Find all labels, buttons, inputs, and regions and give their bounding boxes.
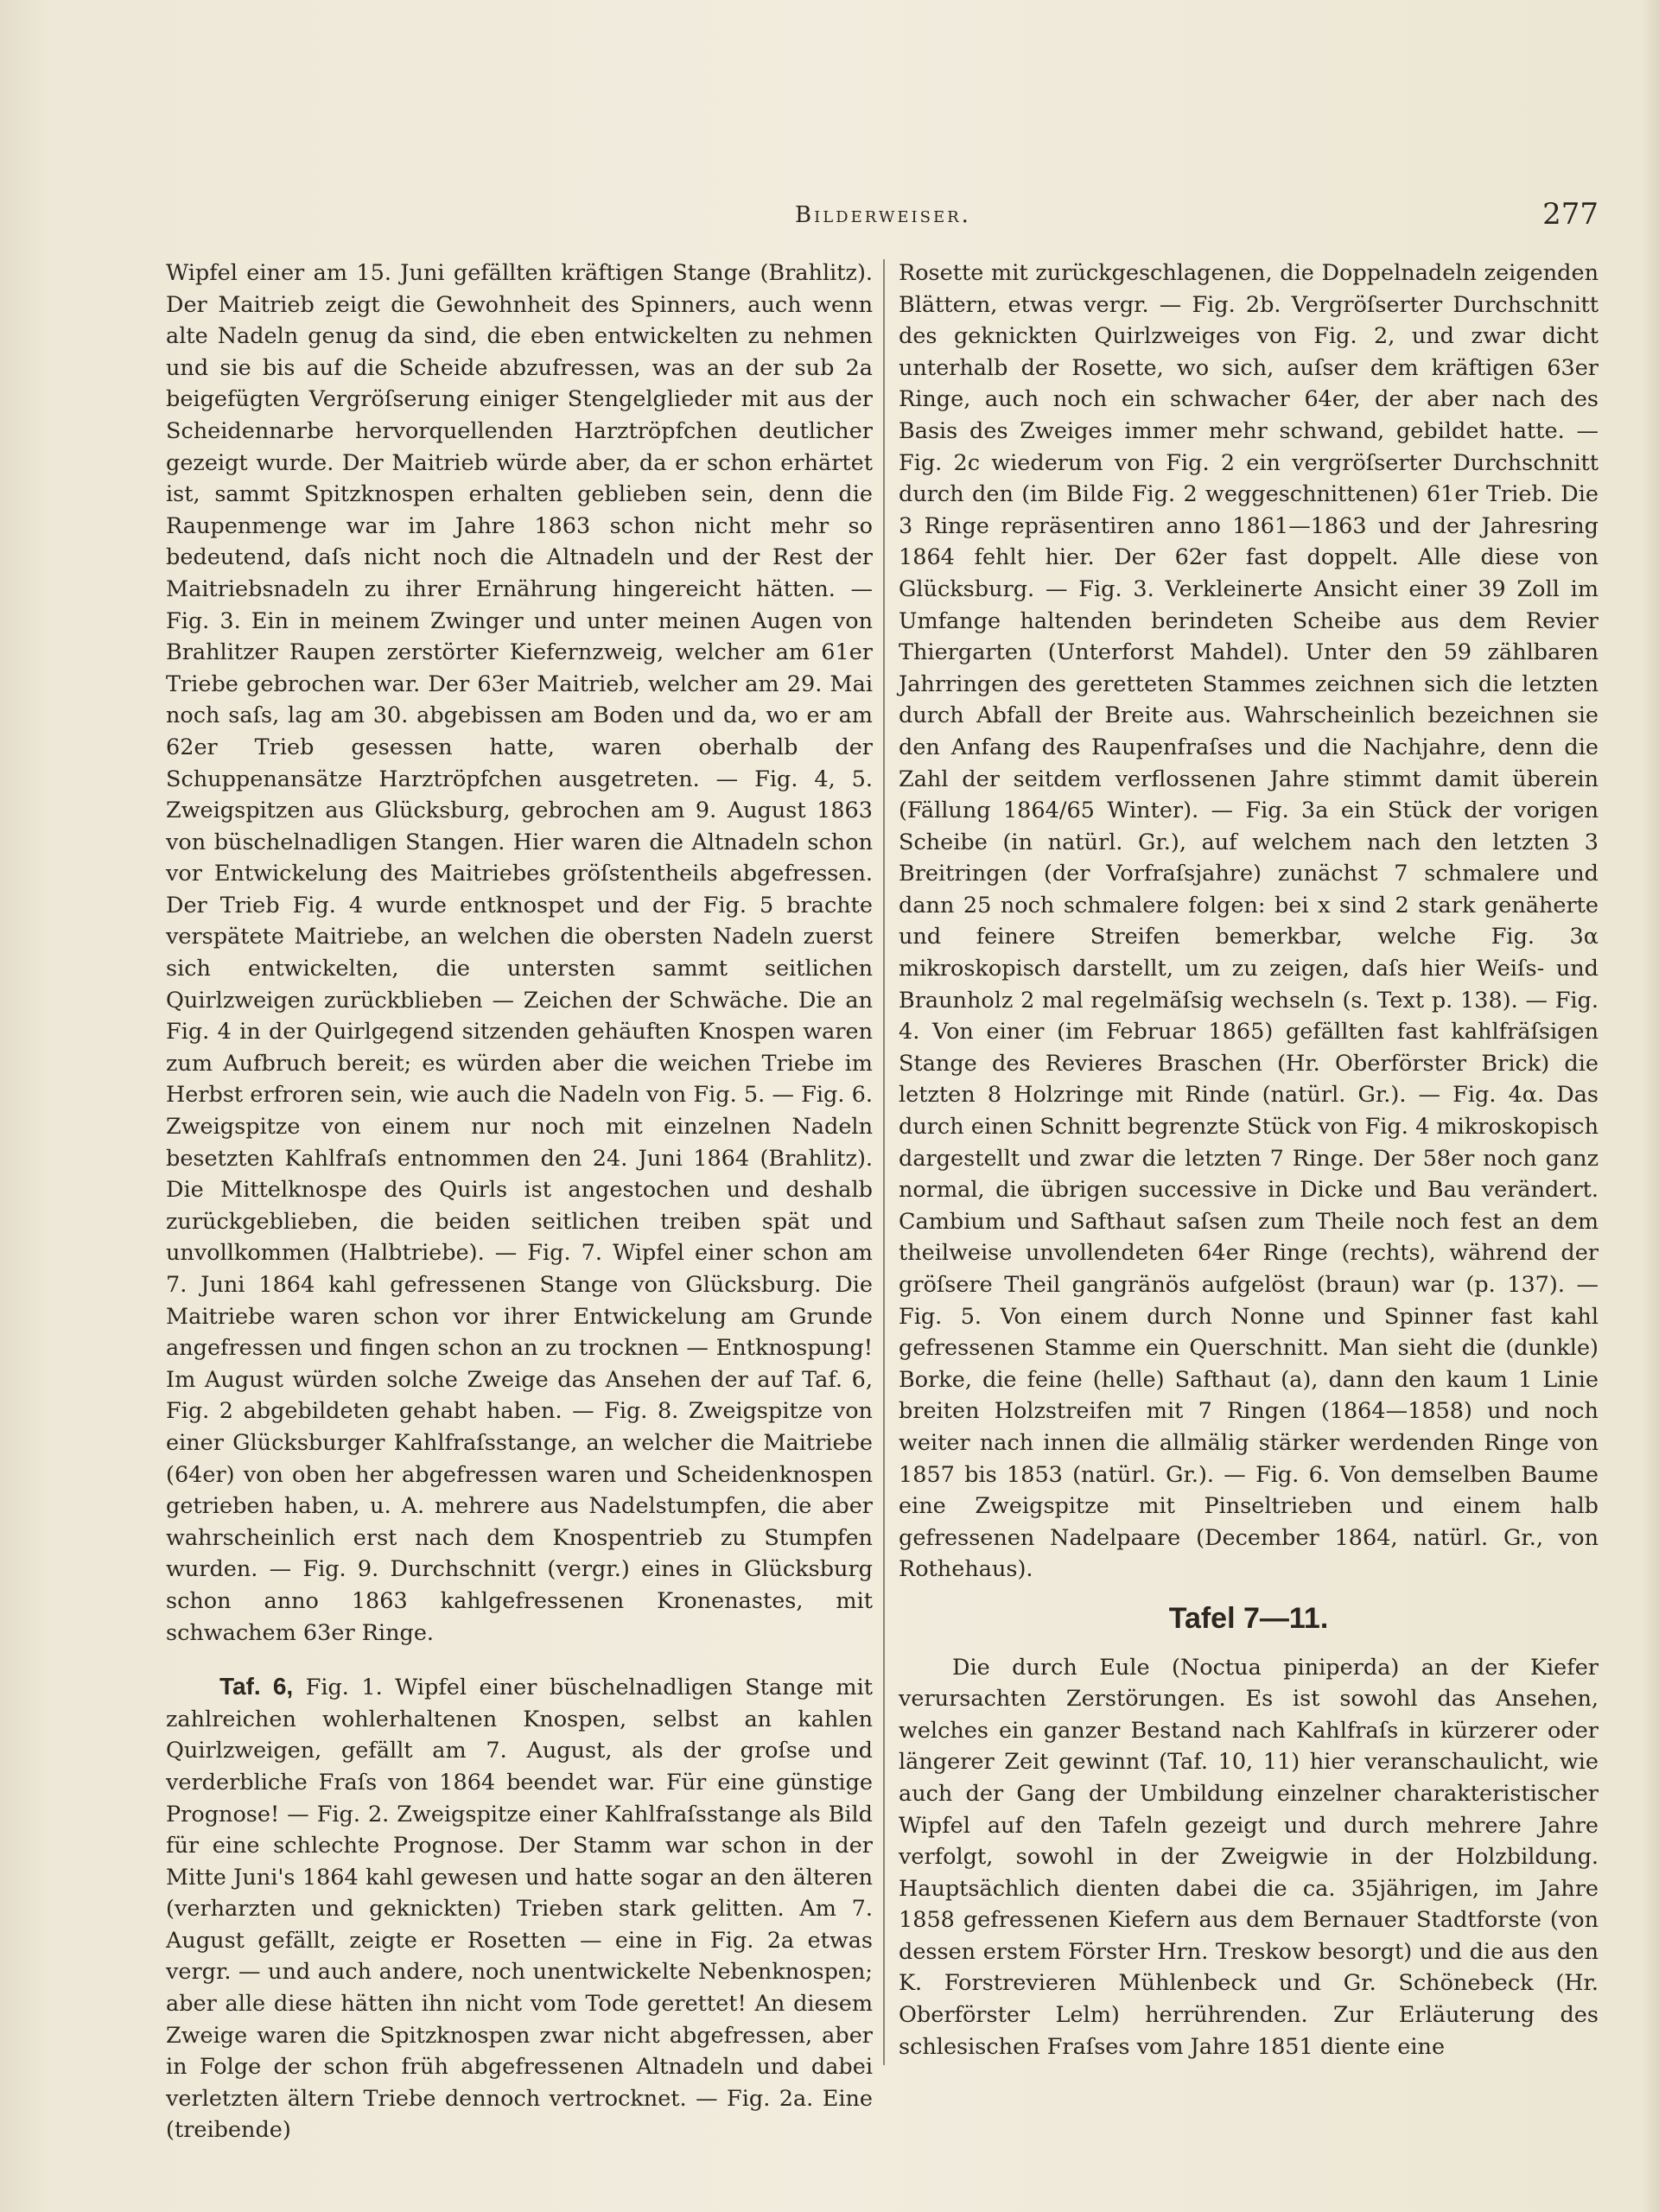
paragraph-gap — [166, 1649, 873, 1671]
section-heading: Tafel 7—11. — [1168, 1601, 1329, 1635]
left-paragraph-2 — [166, 1671, 873, 2146]
taf6-label: Taf. 6, — [219, 1673, 294, 1700]
page-number: 277 — [1542, 197, 1599, 232]
right-paragraph-2: Die durch Eule (Noctua piniperda) an der Kiefer verursachten Zerstörungen. Es ist sowohl das Ansehen, welches ein ganzer Bestand nach Kahlfraſs in kürzerer oder längerer Zeit gewinnt (Taf. 10, 11) hier veranschaulicht, wie auch der Gang der Umbildung einzelner charakteristischer Wipfel auf den Tafeln gezeigt und durch mehrere Jahre verfolgt, sowohl in der Zweigwie in der Holzbildung. Hauptsächlich dienten dabei die ca. 35jährigen, im Jahre 1858 gefressenen Kiefern aus dem Bernauer Stadtforste (von dessen erstem Förster Hrn. Treskow besorgt) und die aus den K. Forstrevieren Mühlenbeck und Gr. Schönebeck (Hr. Oberförster Lelm) herrührenden. Zur Erläuterung des schlesischen Fraſses vom Jahre 1851 diente eine — [899, 1654, 1599, 2060]
right-paragraph-1: Rosette mit zurückgeschlagenen, die Doppelnadeln zeigenden Blättern, etwas vergr. — Fig. 2b. Vergröſserter Durchschnitt des geknickten Quirlzweiges von Fig. 2, und zwar dicht unterhalb der Rosette, wo sich, auſser dem kräftigen 63er Ringe, auch noch ein schwacher 64er, der aber nach des Basis des Zweiges immer mehr schwand, gebildet hatte. — Fig. 2c wiederum von Fig. 2 ein vergröſserter Durchschnitt durch den (im Bilde Fig. 2 weggeschnittenen) 61er Trieb. Die 3 Ringe repräsentiren anno 1861—1863 und der Jahresring 1864 fehlt hier. Der 62er fast doppelt. Alle diese von Glücksburg. — Fig. 3. Verkleinerte Ansicht einer 39 Zoll im Umfange haltenden berindeten Scheibe aus dem Revier Thiergarten (Unterforst Mahdel). Unter den 59 zählbaren Jahrringen des geretteten Stammes zeichnen sich die letzten durch Abfall der Breite aus. Wahrscheinlich bezeichnen sie den Anfang des Raupenfraſses und die Nachjahre, denn die Zahl der seitdem verflossenen Jahre stimmt damit überein (Fällung 1864/65 Winter). — Fig. 3a ein Stück der vorigen Scheibe (in natürl. Gr.), auf welchem nach den letzten 3 Breitringen (der Vorfraſsjahre) zunächst 7 schmalere und dann 25 noch schmalere folgen: bei x sind 2 stark genäherte und feinere Streifen bemerkbar, welche Fig. 3α mikroskopisch darstellt, um zu zeigen, daſs hier Weiſs- und Braunholz 2 mal regelmäſsig wechseln (s. Text p. 138). — Fig. 4. Von einer (im Februar 1865) gefällten fast kahlfräſsigen Stange des Revieres Braschen (Hr. Oberförster Brick) die letzten 8 Holzringe mit Rinde (natürl. Gr.). — Fig. 4α. Das durch einen Schnitt begrenzte Stück von Fig. 4 mikroskopisch dargestellt und zwar die letzten 7 Ringe. Der 58er noch ganz normal, die übrigen successive in Dicke und Bau verändert. Cambium und Safthaut saſsen zum Theile noch fest an dem theilweise unvollendeten 64er Ringe (rechts), während der gröſsere Theil gangränös aufgelöst (braun) war (p. 137). — Fig. 5. Von einem durch Nonne und Spinner fast kahl gefressenen Stamme ein Querschnitt. Man sieht die (dunkle) Borke, die feine (helle) Safthaut (a), dann den kaum 1 Linie breiten Holzstreifen mit 7 Ringen (1864—1858) und noch weiter nach innen die allmälig stärker werdenden Ringe von 1857 bis 1853 (natürl. Gr.). — Fig. 6. Von demselben Baume eine Zweigspitze mit Pinseltrieben und einem halb gefressenen Nadelpaare (December 1864, natürl. Gr., von Rothehaus). — [899, 260, 1599, 1583]
left-paragraph-1: Wipfel einer am 15. Juni gefällten kräftigen Stange (Brahlitz). Der Maitrieb zeigt die Gewohnheit des Spinners, auch wenn alte Nadeln genug da sind, die eben entwickelten zu nehmen und sie bis auf die Scheide abzufressen, was an der sub 2a beigefügten Vergröſserung einiger Stengelglieder mit aus der Scheidennarbe hervorquellenden Harztröpfchen deutlicher gezeigt wurde. Der Maitrieb würde aber, da er schon erhärtet ist, sammt Spitzknospen erhalten geblieben sein, denn die Raupenmenge war im Jahre 1863 schon nicht mehr so bedeutend, daſs nicht noch die Altnadeln und der Rest der Maitriebsnadeln zu ihrer Ernährung hingereicht hätten. — Fig. 3. Ein in meinem Zwinger und unter meinen Augen von Brahlitzer Raupen zerstörter Kiefernzweig, welcher am 61er Triebe gebrochen war. Der 63er Maitrieb, welcher am 29. Mai noch saſs, lag am 30. abgebissen am Boden und da, wo er am 62er Trieb gesessen hatte, waren oberhalb der Schuppenansätze Harztröpfchen ausgetreten. — Fig. 4, 5. Zweigspitzen aus Glücksburg, gebrochen am 9. August 1863 von büschelnadligen Stangen. Hier waren die Altnadeln schon vor Entwickelung des Maitriebes gröſstentheils abgefressen. Der Trieb Fig. 4 wurde entknospet und der Fig. 5 brachte verspätete Maitriebe, an welchen die obersten Nadeln zuerst sich entwickelten, die untersten sammt seitlichen Quirlzweigen zurückblieben — Zeichen der Schwäche. Die an Fig. 4 in der Quirlgegend sitzenden gehäuften Knospen waren zum Aufbruch bereit; es würden aber die weichen Triebe im Herbst erfroren sein, wie auch die Nadeln von Fig. 5. — Fig. 6. Zweigspitze von einem nur noch mit einzelnen Nadeln besetzten Kahlfraſs entnommen den 24. Juni 1864 (Brahlitz). Die Mittelknospe des Quirls ist angestochen und deshalb zurückgeblieben, die beiden seitlichen treiben spät und unvollkommen (Halbtriebe). — Fig. 7. Wipfel einer schon am 7. Juni 1864 kahl gefressenen Stange von Glücksburg. Die Maitriebe waren schon vor ihrer Entwickelung am Grunde angefressen und fingen schon an zu trocknen — Entknospung! Im August würden solche Zweige das Ansehen der auf Taf. 6, Fig. 2 abgebildeten gehabt haben. — Fig. 8. Zweigspitze von einer Glücksburger Kahlfraſsstange, an welcher die Maitriebe (64er) von oben her abgefressen waren und Scheidenknospen getrieben haben, u. A. mehrere aus Nadelstumpfen, die aber wahrscheinlich erst nach dem Knospentrieb zu Stumpfen wurden. — Fig. 9. Durchschnitt (vergr.) eines in Glücksburg schon anno 1863 kahlgefressenen Kronenastes, mit schwachem 63er Ringe. — [166, 260, 873, 1646]
right-column — [899, 257, 1599, 2063]
running-title: Bilderweiser. — [795, 202, 971, 228]
taf6-text: Fig. 1. Wipfel einer büschelnadligen Stange mit zahlreichen wohlerhaltenen Knospen, selbst an kahlen Quirlzweigen, gefällt am 7. August, als der groſse und verderbliche Fraſs von 1864 beendet war. Für eine günstige Prognose! — Fig. 2. Zweigspitze einer Kahlfraſsstange als Bild für eine schlechte Prognose. Der Stamm war schon in der Mitte Juni's 1864 kahl gewesen und hatte sogar an den älteren (verharzten und geknickten) Trieben stark gelitten. Am 7. August gefällt, zeigte er Rosetten — eine in Fig. 2a etwas vergr. — und auch andere, noch unentwickelte Nebenknospen; aber alle diese hätten ihn nicht vom Tode gerettet! An diesem Zweige waren die Spitzknospen zwar nicht abgefressen, aber in Folge der schon früh abgefressenen Altnadeln und dabei verletzten ältern Triebe dennoch vertrocknet. — Fig. 2a. Eine (treibende) — [166, 1675, 873, 2144]
page-header — [164, 197, 1599, 249]
column-divider — [883, 259, 885, 2065]
left-column — [166, 257, 873, 2146]
